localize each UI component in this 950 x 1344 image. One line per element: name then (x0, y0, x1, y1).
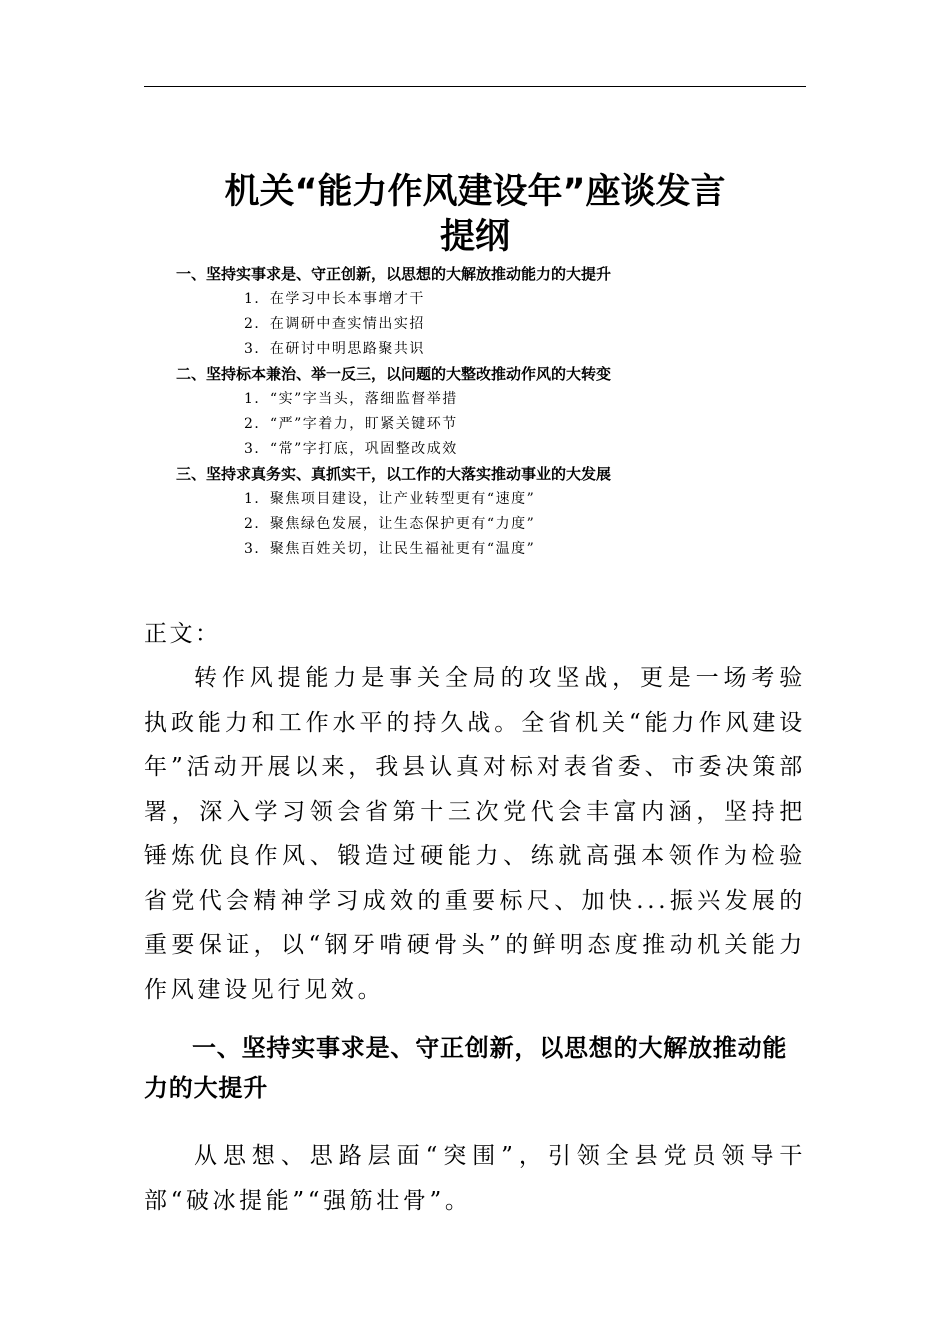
outline-item: 2．在调研中查实情出实招 (244, 316, 425, 332)
body-label: 正文： (144, 621, 221, 647)
outline-section-heading: 三、坚持求真务实、真抓实干，以工作的大落实推动事业的大发展 (176, 465, 612, 483)
header-rule (144, 86, 806, 87)
outline-section-heading: 一、坚持实事求是、守正创新，以思想的大解放推动能力的大提升 (176, 265, 612, 283)
outline-item: 3．在研讨中明思路聚共识 (244, 341, 425, 357)
section-heading: 一、坚持实事求是、守正创新，以思想的大解放推动能力的大提升 (144, 1034, 788, 1102)
document-title-line2: 提纲 (439, 217, 510, 257)
outline-item: 2．聚焦绿色发展，让生态保护更有“力度” (244, 516, 536, 532)
body-paragraph: 从思想、思路层面“突围”，引领全县党员领导干部“破冰提能”“强筋壮骨”。 (144, 1143, 806, 1214)
outline-item: 3．聚焦百姓关切，让民生福祉更有“温度” (244, 541, 536, 557)
outline-item: 1．在学习中长本事增才干 (244, 291, 425, 307)
outline-item: 1．聚焦项目建设，让产业转型更有“速度” (244, 491, 536, 507)
outline (144, 262, 806, 562)
outline-section-heading: 二、坚持标本兼治、举一反三，以问题的大整改推动作风的大转变 (176, 365, 612, 383)
outline-item: 1．“实”字当头，落细监督举措 (244, 391, 458, 407)
document-title-line1: 机关“能力作风建设年”座谈发言 (224, 172, 726, 212)
body-paragraph: 转作风提能力是事关全局的攻坚战，更是一场考验执政能力和工作水平的持久战。全省机关“能力作风建设年”活动开展以来，我县认真对标对表省委、市委决策部署，深入学习领会省第十三次党代会丰富内涵，坚持把锤炼优良作风、锻造过硬能力、练就高强本领作为检验省党代会精神学习成效的重要标尺、加快...振兴发展的重要保证，以“钢牙啃硬骨头”的鲜明态度推动机关能力作风建设见行见效。 (144, 665, 806, 1003)
outline-item: 2．“严”字着力，盯紧关键环节 (244, 416, 458, 432)
outline-item: 3．“常”字打底，巩固整改成效 (244, 441, 458, 457)
